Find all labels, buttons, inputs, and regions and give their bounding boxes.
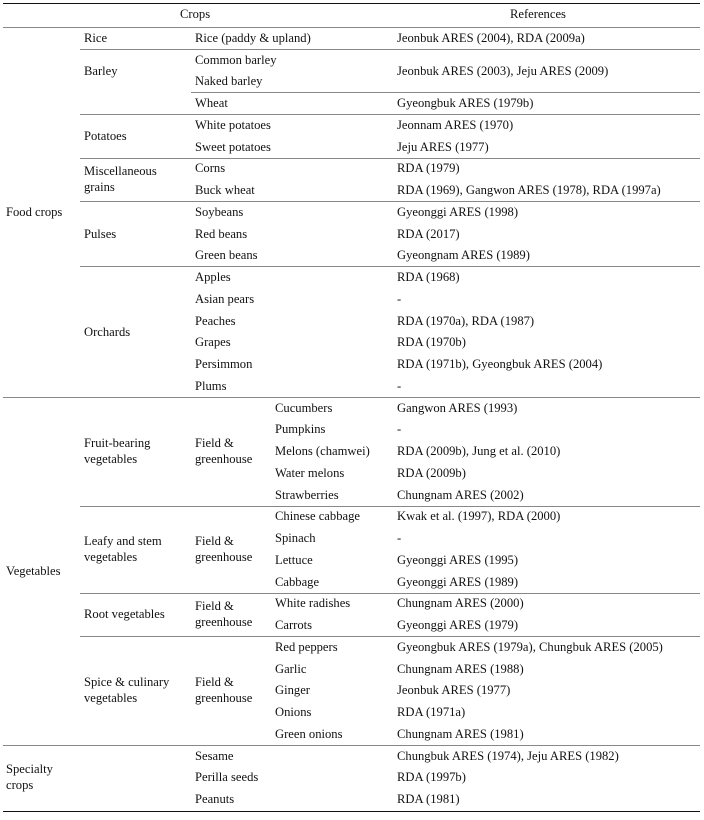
- reference-cell: Chungnam ARES (1988): [397, 662, 524, 676]
- reference-cell: Gyeongbuk ARES (1979a), Chungbuk ARES (2005): [397, 640, 663, 654]
- subgroup-rule: [80, 114, 700, 115]
- reference-cell: -: [397, 422, 402, 436]
- crop-name: Sweet potatoes: [195, 140, 271, 154]
- reference-cell: Gyeongnam ARES (1989): [397, 248, 530, 262]
- crop-name: Cucumbers: [275, 401, 333, 415]
- cultivation-label: Field & greenhouse: [195, 436, 253, 466]
- subcategory-label: Leafy and stem vegetables: [84, 534, 162, 564]
- subcategory-label: Root vegetables: [84, 607, 165, 621]
- reference-cell: -: [397, 379, 402, 393]
- reference-cell: Chungbuk ARES (1974), Jeju ARES (1982): [397, 749, 619, 763]
- crop-name: Cabbage: [275, 575, 320, 589]
- reference-cell: RDA (1971a): [397, 705, 466, 719]
- reference-cell: RDA (1970b): [397, 335, 466, 349]
- subcategory-label: Pulses: [84, 227, 117, 241]
- crop-name: Spinach: [275, 531, 316, 545]
- group-rule: [3, 397, 700, 398]
- crop-name: Lettuce: [275, 553, 313, 567]
- subgroup-rule: [80, 506, 700, 507]
- subgroup-rule: [80, 593, 700, 594]
- cultivation-label: Field & greenhouse: [195, 534, 253, 564]
- crop-name: Melons (chamwei): [275, 444, 370, 458]
- reference-cell: Kwak et al. (1997), RDA (2000): [397, 509, 561, 523]
- top-rule: [3, 3, 700, 4]
- reference-cell: -: [397, 531, 402, 545]
- subgroup-rule: [80, 201, 700, 202]
- crop-name: White radishes: [275, 596, 351, 610]
- crop-name: Peaches: [195, 314, 236, 328]
- reference-cell: Gyeonggi ARES (1979): [397, 618, 519, 632]
- crop-name: Green onions: [275, 727, 343, 741]
- category-label: Vegetables: [6, 564, 61, 578]
- group-rule: [3, 745, 700, 746]
- crop-name: Soybeans: [195, 205, 244, 219]
- crop-name: Wheat: [195, 96, 228, 110]
- reference-cell: RDA (1971b), Gyeongbuk ARES (2004): [397, 357, 603, 371]
- cultivation-label: Field & greenhouse: [195, 599, 253, 629]
- cultivation-label: Field & greenhouse: [195, 675, 253, 705]
- reference-cell: RDA (1970a), RDA (1987): [397, 314, 535, 328]
- header-references: References: [510, 7, 566, 21]
- crop-name: Buck wheat: [195, 183, 255, 197]
- header-rule: [3, 27, 700, 28]
- crop-name: Corns: [195, 161, 226, 175]
- reference-cell: Jeonnam ARES (1970): [397, 118, 514, 132]
- reference-cell: Jeonbuk ARES (1977): [397, 683, 511, 697]
- crop-name: Peanuts: [195, 792, 235, 806]
- crop-name: Ginger: [275, 683, 310, 697]
- crop-name: Apples: [195, 270, 231, 284]
- reference-cell: Gangwon ARES (1993): [397, 401, 518, 415]
- reference-cell: -: [397, 292, 402, 306]
- subcategory-label: Spice & culinary vegetables: [84, 675, 170, 705]
- reference-cell: Gyeonggi ARES (1989): [397, 575, 519, 589]
- subcategory-label: Orchards: [84, 325, 131, 339]
- reference-cell: RDA (1968): [397, 270, 460, 284]
- crop-name: Garlic: [275, 662, 307, 676]
- reference-cell: Chungnam ARES (1981): [397, 727, 524, 741]
- header-crops: Crops: [180, 7, 211, 21]
- crop-name: White potatoes: [195, 118, 271, 132]
- crop-name: Carrots: [275, 618, 313, 632]
- reference-cell: RDA (2017): [397, 227, 460, 241]
- crop-name: Perilla seeds: [195, 770, 259, 784]
- reference-cell: Gyeonggi ARES (1998): [397, 205, 519, 219]
- reference-cell: RDA (1997b): [397, 770, 466, 784]
- crop-name: Naked barley: [195, 74, 263, 88]
- reference-cell: Chungnam ARES (2002): [397, 488, 524, 502]
- reference-cell: Gyeonggi ARES (1995): [397, 553, 519, 567]
- reference-cell: RDA (1979): [397, 161, 460, 175]
- subgroup-rule: [80, 266, 700, 267]
- category-label: Food crops: [6, 205, 63, 219]
- reference-cell: RDA (2009b): [397, 466, 466, 480]
- crop-name: Red beans: [195, 227, 248, 241]
- reference-cell: Jeonbuk ARES (2003), Jeju ARES (2009): [397, 64, 609, 78]
- crop-name: Pumpkins: [275, 422, 326, 436]
- reference-cell: RDA (1981): [397, 792, 460, 806]
- reference-cell: Jeonbuk ARES (2004), RDA (2009a): [397, 31, 585, 45]
- subcategory-label: Fruit-bearing vegetables: [84, 436, 151, 466]
- subcategory-label: Barley: [84, 64, 118, 78]
- crop-name: Grapes: [195, 335, 231, 349]
- crop-name: Persimmon: [195, 357, 253, 371]
- crop-name: Onions: [275, 705, 312, 719]
- crop-name: Red peppers: [275, 640, 338, 654]
- reference-cell: Jeju ARES (1977): [397, 140, 489, 154]
- category-label: Specialty crops: [6, 762, 53, 792]
- crop-name: Strawberries: [275, 488, 339, 502]
- crop-name: Sesame: [195, 749, 234, 763]
- subgroup-rule: [80, 49, 700, 50]
- crop-name: Chinese cabbage: [275, 509, 360, 523]
- reference-cell: Gyeongbuk ARES (1979b): [397, 96, 534, 110]
- crop-name: Asian pears: [195, 292, 255, 306]
- reference-cell: Chungnam ARES (2000): [397, 596, 524, 610]
- subgroup-rule: [80, 636, 700, 637]
- subgroup-rule: [80, 158, 700, 159]
- reference-cell: RDA (2009b), Jung et al. (2010): [397, 444, 561, 458]
- subcategory-label: Miscellaneous grains: [84, 164, 157, 194]
- subcategory-label: Potatoes: [84, 129, 127, 143]
- crop-name: Green beans: [195, 248, 258, 262]
- subgroup-rule: [191, 92, 700, 93]
- crop-name: Plums: [195, 379, 227, 393]
- bottom-rule: [3, 811, 700, 812]
- subcategory-label: Rice: [84, 31, 108, 45]
- reference-cell: RDA (1969), Gangwon ARES (1978), RDA (1997a): [397, 183, 661, 197]
- crop-name: Rice (paddy & upland): [195, 31, 311, 45]
- crop-name: Water melons: [275, 466, 345, 480]
- crop-name: Common barley: [195, 53, 277, 67]
